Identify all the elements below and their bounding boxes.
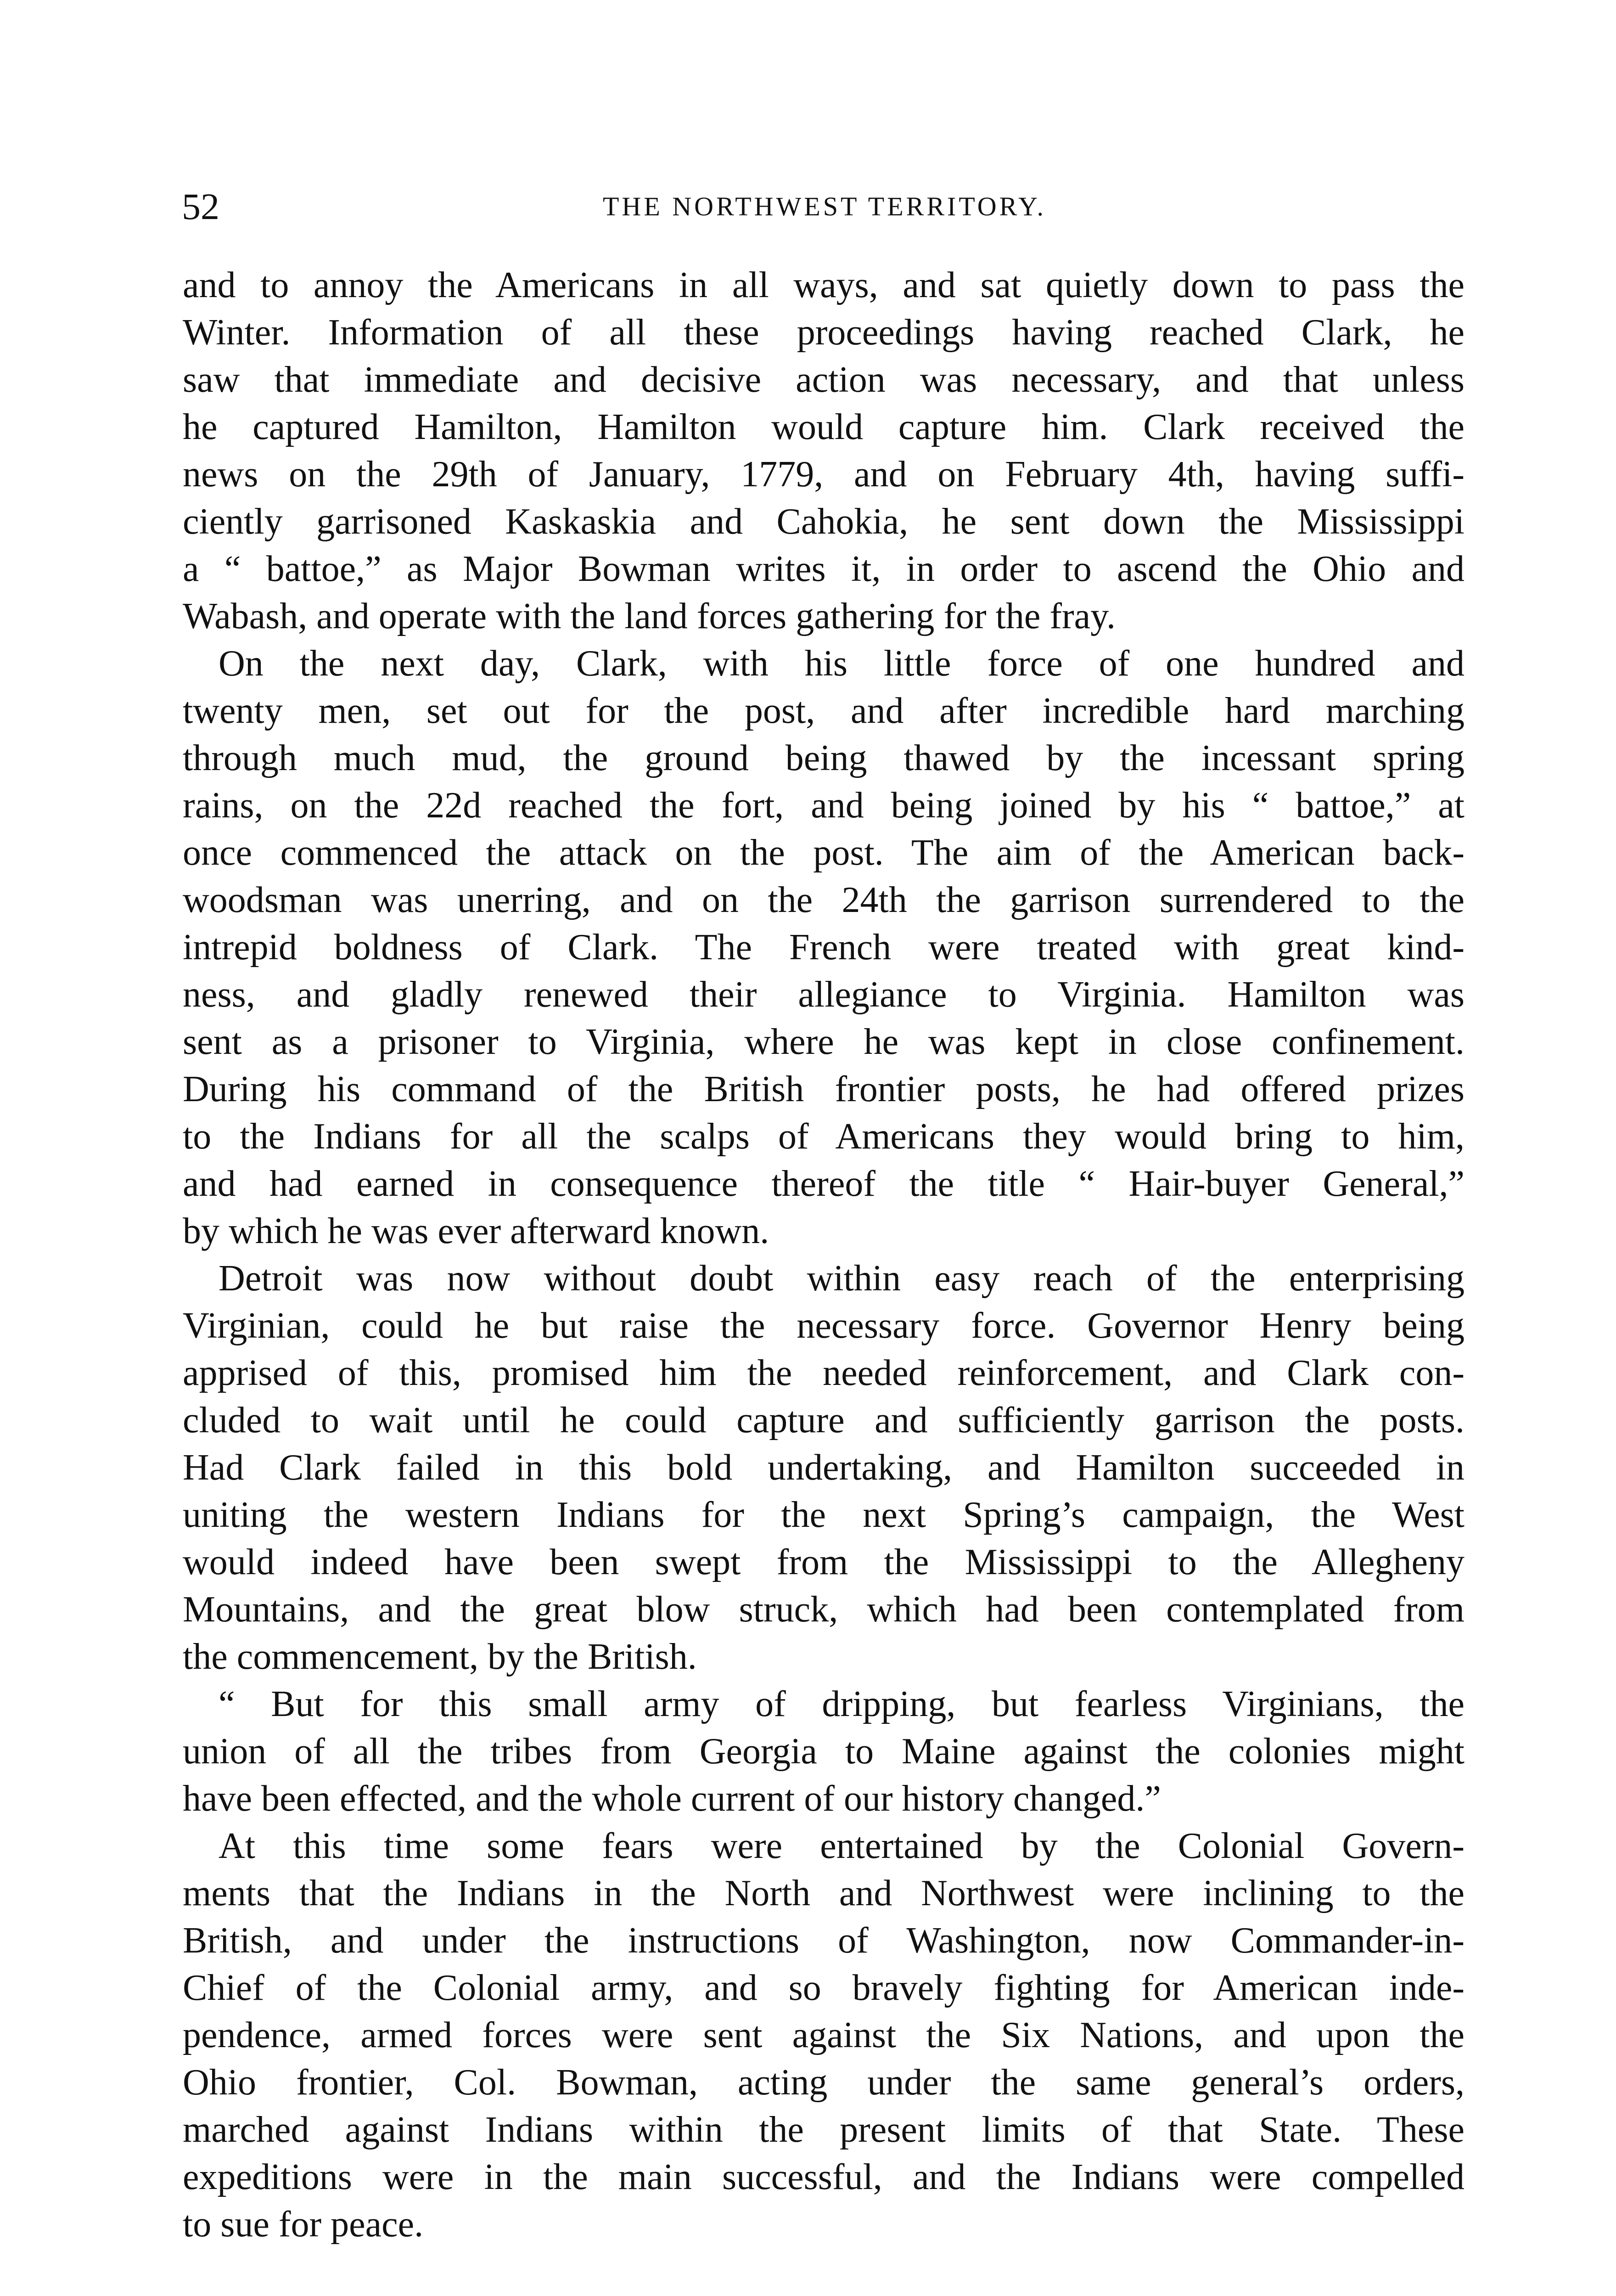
text-line: woodsman was unerring, and on the 24th the garrison surrendered to the bbox=[183, 880, 1464, 920]
text-line: and had earned in consequence thereof the title “ Hair-buyer General,” bbox=[183, 1164, 1464, 1204]
paragraph bbox=[183, 1681, 1464, 1823]
text-line: a “ battoe,” as Major Bowman writes it, in order to ascend the Ohio and bbox=[183, 549, 1464, 589]
text-line: expeditions were in the main successful, and the Indians were compelled bbox=[183, 2157, 1464, 2197]
text-line: During his command of the British frontier posts, he had offered prizes bbox=[183, 1069, 1464, 1109]
text-line: through much mud, the ground being thawed by the incessant spring bbox=[183, 738, 1464, 778]
text-line: Ohio frontier, Col. Bowman, acting under the same general’s orders, bbox=[183, 2062, 1464, 2103]
text-line: the commencement, by the British. bbox=[183, 1637, 697, 1677]
text-line: news on the 29th of January, 1779, and on February 4th, having suffi- bbox=[183, 454, 1464, 495]
text-line: Detroit was now without doubt within easy reach of the enterprising bbox=[219, 1258, 1464, 1299]
text-line: ments that the Indians in the North and Northwest were inclining to the bbox=[183, 1873, 1464, 1913]
page-header bbox=[182, 186, 1467, 227]
body-text bbox=[183, 262, 1464, 2248]
text-line: Chief of the Colonial army, and so bravely fighting for American inde- bbox=[183, 1968, 1464, 2008]
text-line: ciently garrisoned Kaskaskia and Cahokia, he sent down the Mississippi bbox=[183, 501, 1464, 542]
text-line: uniting the western Indians for the next Spring’s campaign, the West bbox=[183, 1495, 1464, 1535]
text-line: Winter. Information of all these proceedings having reached Clark, he bbox=[183, 312, 1464, 353]
text-line: rains, on the 22d reached the fort, and being joined by his “ battoe,” at bbox=[183, 785, 1464, 826]
text-line: cluded to wait until he could capture and sufficiently garrison the posts. bbox=[183, 1400, 1464, 1441]
text-line: to the Indians for all the scalps of Americans they would bring to him, bbox=[183, 1116, 1464, 1157]
text-line: Had Clark failed in this bold undertaking, and Hamilton succeeded in bbox=[183, 1447, 1464, 1488]
page-number: 52 bbox=[182, 186, 219, 227]
text-line: have been effected, and the whole current of our history changed.” bbox=[183, 1778, 1161, 1819]
text-line: would indeed have been swept from the Mississippi to the Allegheny bbox=[183, 1542, 1464, 1582]
paragraph bbox=[183, 640, 1464, 1255]
text-line: apprised of this, promised him the needed reinforcement, and Clark con- bbox=[183, 1353, 1464, 1393]
text-line: he captured Hamilton, Hamilton would capture him. Clark received the bbox=[183, 407, 1464, 447]
text-line: On the next day, Clark, with his little force of one hundred and bbox=[219, 643, 1464, 684]
text-line: At this time some fears were entertained by the Colonial Govern- bbox=[219, 1826, 1464, 1866]
text-line: by which he was ever afterward known. bbox=[183, 1211, 769, 1251]
text-line: twenty men, set out for the post, and after incredible hard marching bbox=[183, 691, 1464, 731]
paragraph bbox=[183, 1255, 1464, 1681]
text-line: “ But for this small army of dripping, but fearless Virginians, the bbox=[219, 1684, 1464, 1724]
text-line: to sue for peace. bbox=[183, 2204, 424, 2245]
text-line: Wabash, and operate with the land forces gathering for the fray. bbox=[183, 596, 1116, 636]
text-line: Mountains, and the great blow struck, which had been contemplated from bbox=[183, 1589, 1464, 1630]
text-line: union of all the tribes from Georgia to Maine against the colonies might bbox=[183, 1731, 1464, 1772]
text-line: sent as a prisoner to Virginia, where he was kept in close confinement. bbox=[183, 1022, 1464, 1062]
text-line: ness, and gladly renewed their allegiance to Virginia. Hamilton was bbox=[183, 974, 1464, 1015]
text-line: British, and under the instructions of Washington, now Commander-in- bbox=[183, 1920, 1464, 1961]
paragraph bbox=[183, 262, 1464, 640]
text-line: saw that immediate and decisive action was necessary, and that unless bbox=[183, 360, 1464, 400]
text-line: marched against Indians within the present limits of that State. These bbox=[183, 2110, 1464, 2150]
text-line: once commenced the attack on the post. The aim of the American back- bbox=[183, 833, 1464, 873]
paragraph bbox=[183, 1823, 1464, 2248]
text-line: intrepid boldness of Clark. The French were treated with great kind- bbox=[183, 927, 1464, 968]
text-line: and to annoy the Americans in all ways, and sat quietly down to pass the bbox=[183, 265, 1464, 305]
text-line: Virginian, could he but raise the necessary force. Governor Henry being bbox=[183, 1306, 1464, 1346]
text-line: pendence, armed forces were sent against the Six Nations, and upon the bbox=[183, 2015, 1464, 2055]
running-head: THE NORTHWEST TERRITORY. bbox=[603, 191, 1046, 221]
